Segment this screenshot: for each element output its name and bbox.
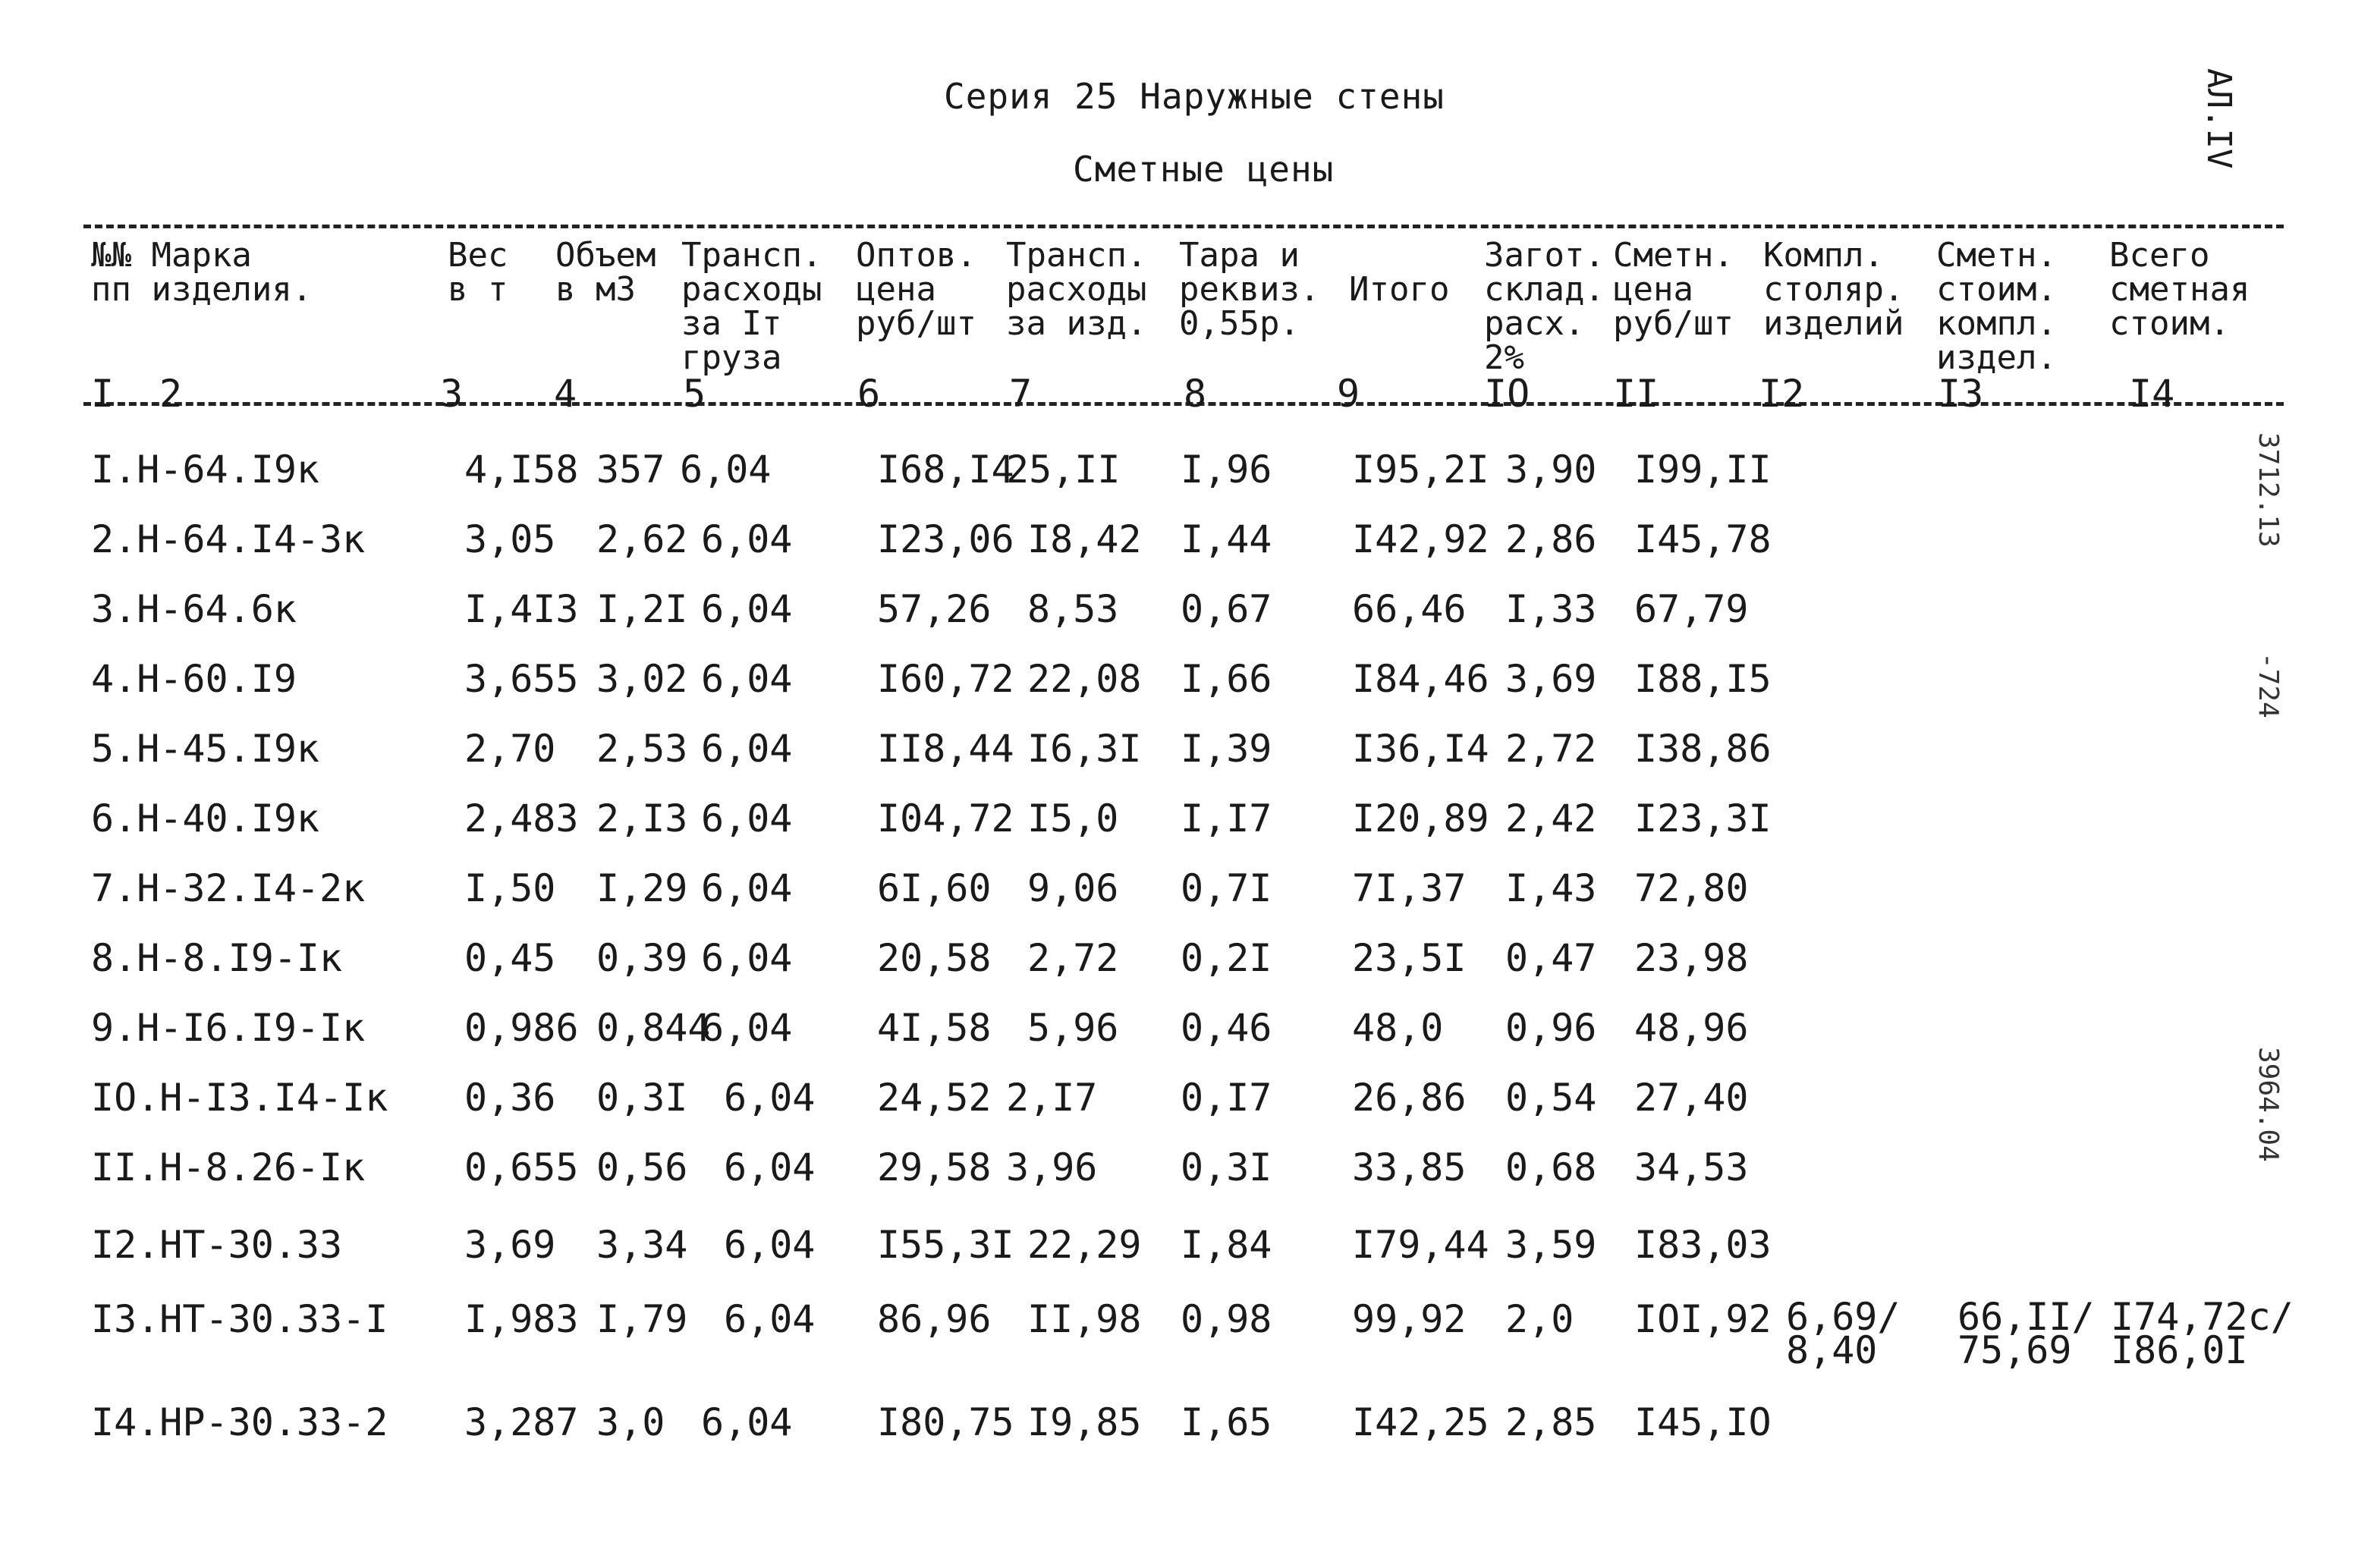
cell-volume: 0,844	[596, 1006, 711, 1050]
cell-transport-per-item: 25,II	[1006, 448, 1121, 492]
cell-transport-per-ton: 6,04	[680, 448, 772, 492]
cell-mark: 7.Н-32.I4-2к	[91, 866, 366, 910]
col-number: IO	[1484, 372, 1530, 416]
cell-mark: I4.НР-30.33-2	[91, 1400, 388, 1444]
col-number: I2	[1759, 372, 1805, 416]
cell-transport-per-ton: 6,04	[724, 1297, 816, 1341]
cell-mark: 2.Н-64.I4-3к	[91, 517, 366, 561]
cell-estimate-price: I45,IO	[1634, 1400, 1772, 1444]
cell-wholesale-price: 20,58	[877, 936, 992, 980]
cell-estimate-price: I23,3I	[1634, 797, 1772, 841]
table-row	[0, 936, 2374, 982]
cell-weight: 3,655	[464, 657, 579, 701]
cell-packaging: 0,67	[1181, 587, 1272, 631]
cell-wholesale-price: I68,I4	[877, 448, 1014, 492]
cell-weight: 0,986	[464, 1006, 579, 1050]
cell-wholesale-price: 24,52	[877, 1076, 992, 1120]
col-head-9: Итого	[1349, 270, 1450, 309]
col-number: 9	[1337, 372, 1360, 416]
cell-total: 26,86	[1352, 1076, 1467, 1120]
cell-mark: 3.Н-64.6к	[91, 587, 297, 631]
cell-procurement: 0,47	[1505, 936, 1597, 980]
cell-procurement: 0,54	[1505, 1076, 1597, 1120]
cell-volume: I,79	[596, 1297, 688, 1341]
cell-mark: 8.Н-8.I9-Iк	[91, 936, 343, 980]
margin-note-2: -724	[2253, 652, 2284, 718]
cell-volume: 0,56	[596, 1145, 688, 1189]
cell-weight: 3,69	[464, 1223, 556, 1267]
cell-total: I42,25	[1352, 1400, 1489, 1444]
cell-total: 99,92	[1352, 1297, 1467, 1341]
page-title: Серия 25 Наружные стены	[944, 76, 1445, 117]
cell-mark: 4.Н-60.I9	[91, 657, 297, 701]
cell-transport-per-item: I9,85	[1027, 1400, 1142, 1444]
table-row	[0, 448, 2374, 493]
cell-transport-per-item: 22,29	[1027, 1223, 1142, 1267]
cell-procurement: 2,86	[1505, 517, 1597, 561]
col-head-12: Компл. столяр. изделий	[1763, 236, 1904, 343]
cell-volume: 2,62	[596, 517, 688, 561]
cell-total: I95,2I	[1352, 448, 1489, 492]
cell-packaging: I,65	[1181, 1400, 1272, 1444]
cell-transport-per-ton: 6,04	[701, 797, 793, 841]
col-number: I	[91, 372, 115, 416]
cell-transport-per-item: 9,06	[1027, 866, 1119, 910]
cell-transport-per-ton: 6,04	[701, 727, 793, 771]
cell-packaging: I,84	[1181, 1223, 1272, 1267]
header-rule-top	[83, 225, 2284, 228]
table-row	[0, 866, 2374, 912]
col-head-10: Загот. склад. расх. 2%	[1484, 236, 1605, 377]
col-number: 2	[159, 372, 183, 416]
col-head-1: №№ Марка пп изделия.	[91, 236, 313, 309]
cell-wholesale-price: 86,96	[877, 1297, 992, 1341]
cell-wholesale-price: I80,75	[877, 1400, 1014, 1444]
cell-estimate-price: I38,86	[1634, 727, 1772, 771]
cell-volume: 2,53	[596, 727, 688, 771]
cell-volume: 0,39	[596, 936, 688, 980]
cell-total: I20,89	[1352, 797, 1489, 841]
cell-total: 33,85	[1352, 1145, 1467, 1189]
cell-weight: 0,36	[464, 1076, 556, 1120]
page-subtitle: Сметные цены	[1073, 149, 1335, 190]
cell-transport-per-ton: 6,04	[701, 657, 793, 701]
table-row	[0, 1400, 2374, 1446]
cell-estimate-price: I45,78	[1634, 517, 1772, 561]
cell-mark: I2.НТ-30.33	[91, 1223, 343, 1267]
cell-estimate-price: 34,53	[1634, 1145, 1749, 1189]
col-head-4: Объем в м3	[555, 236, 656, 309]
table-row	[0, 1145, 2374, 1191]
table-row	[0, 1295, 2374, 1372]
cell-wholesale-price: 57,26	[877, 587, 992, 631]
cell-total: I84,46	[1352, 657, 1489, 701]
col-head-13: Сметн. стоим. компл. издел.	[1936, 236, 2057, 377]
cell-procurement: I,33	[1505, 587, 1597, 631]
cell-wholesale-price: 6I,60	[877, 866, 992, 910]
cell-volume: 3,0	[596, 1400, 665, 1444]
cell-transport-per-item: 5,96	[1027, 1006, 1119, 1050]
cell-set-estimate: 66,II/ 75,69	[1957, 1295, 2095, 1372]
cell-wholesale-price: 4I,58	[877, 1006, 992, 1050]
cell-weight: I,50	[464, 866, 556, 910]
col-number: I3	[1938, 372, 1984, 416]
col-number: 4	[554, 372, 577, 416]
cell-wholesale-price: II8,44	[877, 727, 1014, 771]
cell-transport-per-ton: 6,04	[701, 517, 793, 561]
cell-transport-per-ton: 6,04	[701, 587, 793, 631]
cell-packaging: 0,2I	[1181, 936, 1272, 980]
cell-wholesale-price: I04,72	[877, 797, 1014, 841]
col-head-14: Всего сметная стоим.	[2109, 236, 2250, 343]
cell-volume: I,29	[596, 866, 688, 910]
cell-total: 7I,37	[1352, 866, 1467, 910]
cell-estimate-price: 48,96	[1634, 1006, 1749, 1050]
cell-volume: 3,02	[596, 657, 688, 701]
margin-note-1: 3712.13	[2253, 432, 2284, 548]
col-number: 8	[1184, 372, 1207, 416]
table-row	[0, 1223, 2374, 1268]
cell-packaging: I,66	[1181, 657, 1272, 701]
cell-estimate-price: I83,03	[1634, 1223, 1772, 1267]
cell-packaging: 0,98	[1181, 1297, 1272, 1341]
cell-packaging: I,I7	[1181, 797, 1272, 841]
cell-transport-per-item: I5,0	[1027, 797, 1119, 841]
cell-procurement: 2,42	[1505, 797, 1597, 841]
cell-weight: 4,I58	[464, 448, 579, 492]
cell-estimate-price: 23,98	[1634, 936, 1749, 980]
cell-total: 66,46	[1352, 587, 1467, 631]
cell-estimate-price: I99,II	[1634, 448, 1772, 492]
cell-wholesale-price: 29,58	[877, 1145, 992, 1189]
cell-transport-per-ton: 6,04	[724, 1223, 816, 1267]
cell-volume: 357	[596, 448, 665, 492]
col-number: II	[1613, 372, 1659, 416]
col-number: 3	[440, 372, 464, 416]
cell-mark: II.Н-8.26-Iк	[91, 1145, 366, 1189]
cell-procurement: 0,96	[1505, 1006, 1597, 1050]
cell-weight: 2,483	[464, 797, 579, 841]
table-row	[0, 1006, 2374, 1051]
cell-volume: 2,I3	[596, 797, 688, 841]
cell-transport-per-item: I6,3I	[1027, 727, 1142, 771]
cell-transport-per-item: II,98	[1027, 1297, 1142, 1341]
cell-transport-per-ton: 6,04	[701, 936, 793, 980]
cell-transport-per-ton: 6,04	[724, 1076, 816, 1120]
cell-total: 48,0	[1352, 1006, 1444, 1050]
cell-procurement: 3,69	[1505, 657, 1597, 701]
table-row	[0, 727, 2374, 772]
cell-weight: I,983	[464, 1297, 579, 1341]
cell-total: 23,5I	[1352, 936, 1467, 980]
cell-mark: I3.НТ-30.33-I	[91, 1297, 388, 1341]
cell-estimate-price: I88,I5	[1634, 657, 1772, 701]
cell-mark: IO.Н-I3.I4-Iк	[91, 1076, 388, 1120]
cell-procurement: 2,72	[1505, 727, 1597, 771]
cell-estimate-price: 72,80	[1634, 866, 1749, 910]
table-row	[0, 657, 2374, 702]
cell-estimate-price: IOI,92	[1634, 1297, 1772, 1341]
cell-joinery-set: 6,69/ 8,40	[1786, 1295, 1901, 1372]
cell-wholesale-price: I60,72	[877, 657, 1014, 701]
cell-procurement: 3,90	[1505, 448, 1597, 492]
cell-procurement: 2,0	[1505, 1297, 1574, 1341]
cell-volume: 0,3I	[596, 1076, 688, 1120]
cell-packaging: 0,I7	[1181, 1076, 1272, 1120]
cell-mark: 9.Н-I6.I9-Iк	[91, 1006, 366, 1050]
cell-weight: 0,655	[464, 1145, 579, 1189]
cell-total: I36,I4	[1352, 727, 1489, 771]
cell-transport-per-ton: 6,04	[701, 866, 793, 910]
cell-procurement: 3,59	[1505, 1223, 1597, 1267]
col-number: I4	[2129, 372, 2175, 416]
table-row	[0, 587, 2374, 633]
col-head-3: Вес в т	[448, 236, 508, 309]
cell-packaging: 0,46	[1181, 1006, 1272, 1050]
cell-volume: 3,34	[596, 1223, 688, 1267]
cell-transport-per-item: 2,I7	[1006, 1076, 1098, 1120]
cell-procurement: I,43	[1505, 866, 1597, 910]
cell-weight: 0,45	[464, 936, 556, 980]
cell-transport-per-item: 8,53	[1027, 587, 1119, 631]
col-number: 6	[857, 372, 881, 416]
cell-mark: 5.Н-45.I9к	[91, 727, 320, 771]
table-row	[0, 1076, 2374, 1121]
cell-weight: I,4I3	[464, 587, 579, 631]
table-row	[0, 797, 2374, 842]
cell-volume: I,2I	[596, 587, 688, 631]
cell-mark: I.Н-64.I9к	[91, 448, 320, 492]
margin-note-3: 3964.04	[2253, 1047, 2284, 1162]
cell-packaging: I,39	[1181, 727, 1272, 771]
col-head-5: Трансп. расходы за Iт груза	[681, 236, 822, 377]
cell-transport-per-ton: 6,04	[701, 1400, 793, 1444]
col-head-8: Тара и реквиз. 0,55р.	[1179, 236, 1320, 343]
col-number: 5	[683, 372, 706, 416]
col-head-7: Трансп. расходы за изд.	[1006, 236, 1147, 343]
col-head-11: Сметн. цена руб/шт	[1613, 236, 1734, 343]
cell-transport-per-ton: 6,04	[724, 1145, 816, 1189]
cell-estimate-price: 27,40	[1634, 1076, 1749, 1120]
cell-total: I79,44	[1352, 1223, 1489, 1267]
cell-transport-per-item: 22,08	[1027, 657, 1142, 701]
cell-transport-per-item: 3,96	[1006, 1145, 1098, 1189]
cell-packaging: I,44	[1181, 517, 1272, 561]
cell-wholesale-price: I55,3I	[877, 1223, 1014, 1267]
cell-packaging: I,96	[1181, 448, 1272, 492]
cell-wholesale-price: I23,06	[877, 517, 1014, 561]
cell-mark: 6.Н-40.I9к	[91, 797, 320, 841]
cell-weight: 3,05	[464, 517, 556, 561]
cell-procurement: 2,85	[1505, 1400, 1597, 1444]
cell-total: I42,92	[1352, 517, 1489, 561]
col-number: 7	[1009, 372, 1033, 416]
sheet-mark: АЛ.IV	[2199, 68, 2238, 169]
cell-procurement: 0,68	[1505, 1145, 1597, 1189]
cell-packaging: 0,3I	[1181, 1145, 1272, 1189]
cell-estimate-price: 67,79	[1634, 587, 1749, 631]
cell-transport-per-ton: 6,04	[701, 1006, 793, 1050]
cell-transport-per-item: 2,72	[1027, 936, 1119, 980]
cell-grand-total: I74,72с/ I86,0I	[2111, 1295, 2294, 1372]
cell-weight: 3,287	[464, 1400, 579, 1444]
cell-packaging: 0,7I	[1181, 866, 1272, 910]
cell-weight: 2,70	[464, 727, 556, 771]
table-row	[0, 517, 2374, 563]
cell-transport-per-item: I8,42	[1027, 517, 1142, 561]
col-head-6: Оптов. цена руб/шт	[856, 236, 976, 343]
